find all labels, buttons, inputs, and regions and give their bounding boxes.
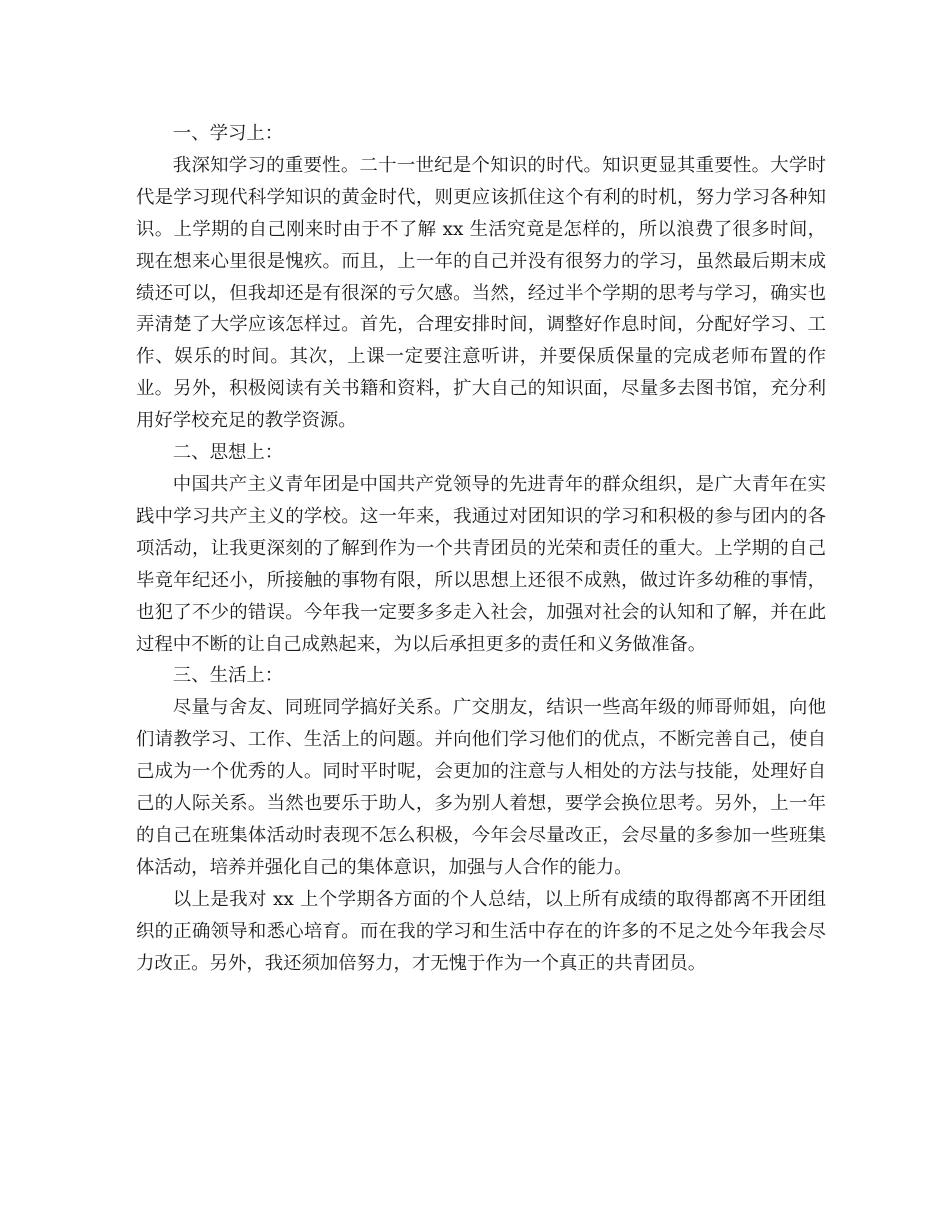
- section-paragraph-study: 我深知学习的重要性。二十一世纪是个知识的时代。知识更显其重要性。大学时代是学习现代科学知识的黄金时代，则更应该抓住这个有利的时机，努力学习各种知识。上学期的自己刚来时由于不了解 xx 生活究竟是怎样的，所以浪费了很多时间，现在想来心里很是愧疚。而且，上一年的自己并没有很努力的学习，虽然最后期末成绩还可以，但我却还是有很深的亏欠感。当然，经过半个学期的思考与学习，确实也弄清楚了大学应该怎样过。首先，合理安排时间，调整好作息时间，分配好学习、工作、娱乐的时间。其次，上课一定要注意听讲，并要保质保量的完成老师布置的作业。另外，积极阅读有关书籍和资料，扩大自己的知识面，尽量多去图书馆，充分利用好学校充足的教学资源。: [136, 154, 826, 432]
- document-body: [136, 118, 826, 979]
- conclusion-paragraph: 以上是我对 xx 上个学期各方面的个人总结，以上所有成绩的取得都离不开团组织的正确领导和悉心培育。而在我的学习和生活中存在的许多的不足之处今年我会尽力改正。另外，我还须加倍努力，才无愧于作为一个真正的共青团员。: [136, 888, 826, 974]
- section-paragraph-life: 尽量与舍友、同班同学搞好关系。广交朋友，结识一些高年级的师哥师姐，向他们请教学习、工作、生活上的问题。并向他们学习他们的优点，不断完善自己，使自己成为一个优秀的人。同时平时呢，会更加的注意与人相处的方法与技能，处理好自己的人际关系。当然也要乐于助人，多为别人着想，要学会换位思考。另外，上一年的自己在班集体活动时表现不怎么积极，今年会尽量改正，会尽量的多参加一些班集体活动，培养并强化自己的集体意识，加强与人合作的能力。: [136, 697, 826, 878]
- section-paragraph-thought: 中国共产主义青年团是中国共产党领导的先进青年的群众组织，是广大青年在实践中学习共产主义的学校。这一年来，我通过对团知识的学习和积极的参与团内的各项活动，让我更深刻的了解到作为一个共青团员的光荣和责任的重大。上学期的自己毕竟年纪还小，所接触的事物有限，所以思想上还很不成熟，做过许多幼稚的事情，也犯了不少的错误。今年我一定要多多走入社会，加强对社会的认知和了解，并在此过程中不断的让自己成熟起来，为以后承担更多的责任和义务做准备。: [136, 473, 826, 655]
- section-heading-thought: 二、思想上：: [172, 442, 284, 464]
- section-heading-life: 三、生活上：: [172, 665, 284, 687]
- section-heading-study: 一、学习上：: [172, 123, 284, 144]
